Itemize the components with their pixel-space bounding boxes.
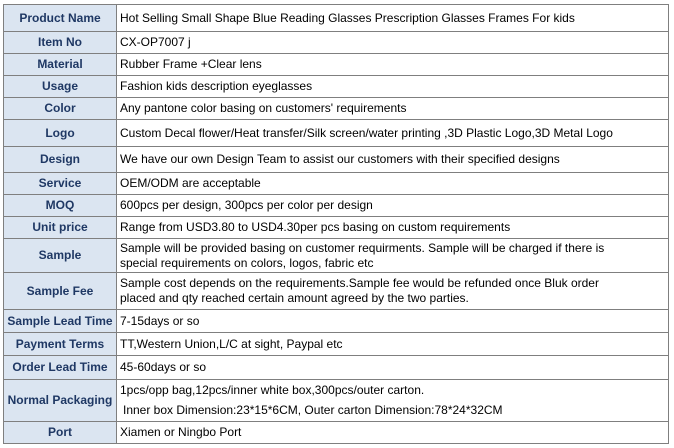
row-label: Item No	[4, 32, 117, 54]
row-value-line: placed and qty reached certain amount agreed by the two parties.	[120, 291, 469, 306]
table-row	[4, 421, 669, 443]
row-value: We have our own Design Team to assist our customers with their specified designs	[117, 146, 669, 172]
row-value: Custom Decal flower/Heat transfer/Silk screen/water printing ,3D Plastic Logo,3D Metal Logo	[117, 120, 669, 146]
row-label: Material	[4, 54, 117, 76]
row-label: Port	[4, 421, 117, 443]
table-row	[4, 273, 669, 310]
row-value: Any pantone color basing on customers' requirements	[117, 98, 669, 120]
row-value: Xiamen or Ningbo Port	[117, 421, 669, 443]
row-label: Normal Packaging	[4, 379, 117, 421]
row-value-line: Sample cost depends on the requirements.Sample fee would be refunded once Bluk order	[120, 276, 599, 291]
row-label: Order Lead Time	[4, 356, 117, 379]
row-value: TT,Western Union,L/C at sight, Paypal etc	[117, 333, 669, 356]
product-spec-table	[3, 4, 669, 444]
row-value: Fashion kids description eyeglasses	[117, 76, 669, 98]
row-value-line: Sample will be provided basing on customer requirments. Sample will be charged if there is	[120, 240, 605, 255]
table-row	[4, 76, 669, 98]
row-value	[117, 379, 669, 421]
table-row	[4, 310, 669, 333]
row-label: Color	[4, 98, 117, 120]
row-label: Sample	[4, 238, 117, 272]
row-value: CX-OP7007 j	[117, 32, 669, 54]
row-value: 45-60days or so	[117, 356, 669, 379]
table-row	[4, 146, 669, 172]
row-value-line: special requirements on colors, logos, fabric etc	[120, 255, 374, 270]
row-label: Logo	[4, 120, 117, 146]
row-value-line: Inner box Dimension:23*15*6CM, Outer carton Dimension:78*24*32CM	[123, 402, 503, 417]
table-row	[4, 238, 669, 272]
table-row	[4, 356, 669, 379]
row-value-line: 1pcs/opp bag,12pcs/inner white box,300pcs/outer carton.	[120, 382, 425, 397]
table-row	[4, 194, 669, 216]
row-value: 600pcs per design, 300pcs per color per design	[117, 194, 669, 216]
table-row	[4, 32, 669, 54]
row-value: OEM/ODM are acceptable	[117, 172, 669, 194]
row-value: Range from USD3.80 to USD4.30per pcs basing on custom requirements	[117, 216, 669, 238]
table-row	[4, 172, 669, 194]
row-label: Service	[4, 172, 117, 194]
row-label: MOQ	[4, 194, 117, 216]
row-label: Product Name	[4, 5, 117, 32]
row-value: 7-15days or so	[117, 310, 669, 333]
table-row	[4, 120, 669, 146]
table-row	[4, 216, 669, 238]
row-label: Sample Lead Time	[4, 310, 117, 333]
table-row	[4, 333, 669, 356]
row-value	[117, 273, 669, 310]
row-value: Hot Selling Small Shape Blue Reading Glasses Prescription Glasses Frames For kids	[117, 5, 669, 32]
row-label: Payment Terms	[4, 333, 117, 356]
row-label: Unit price	[4, 216, 117, 238]
table-row	[4, 5, 669, 32]
row-value	[117, 238, 669, 272]
row-label: Usage	[4, 76, 117, 98]
row-label: Design	[4, 146, 117, 172]
table-row	[4, 54, 669, 76]
table-row	[4, 98, 669, 120]
row-label: Sample Fee	[4, 273, 117, 310]
row-value: Rubber Frame +Clear lens	[117, 54, 669, 76]
table-row	[4, 379, 669, 421]
